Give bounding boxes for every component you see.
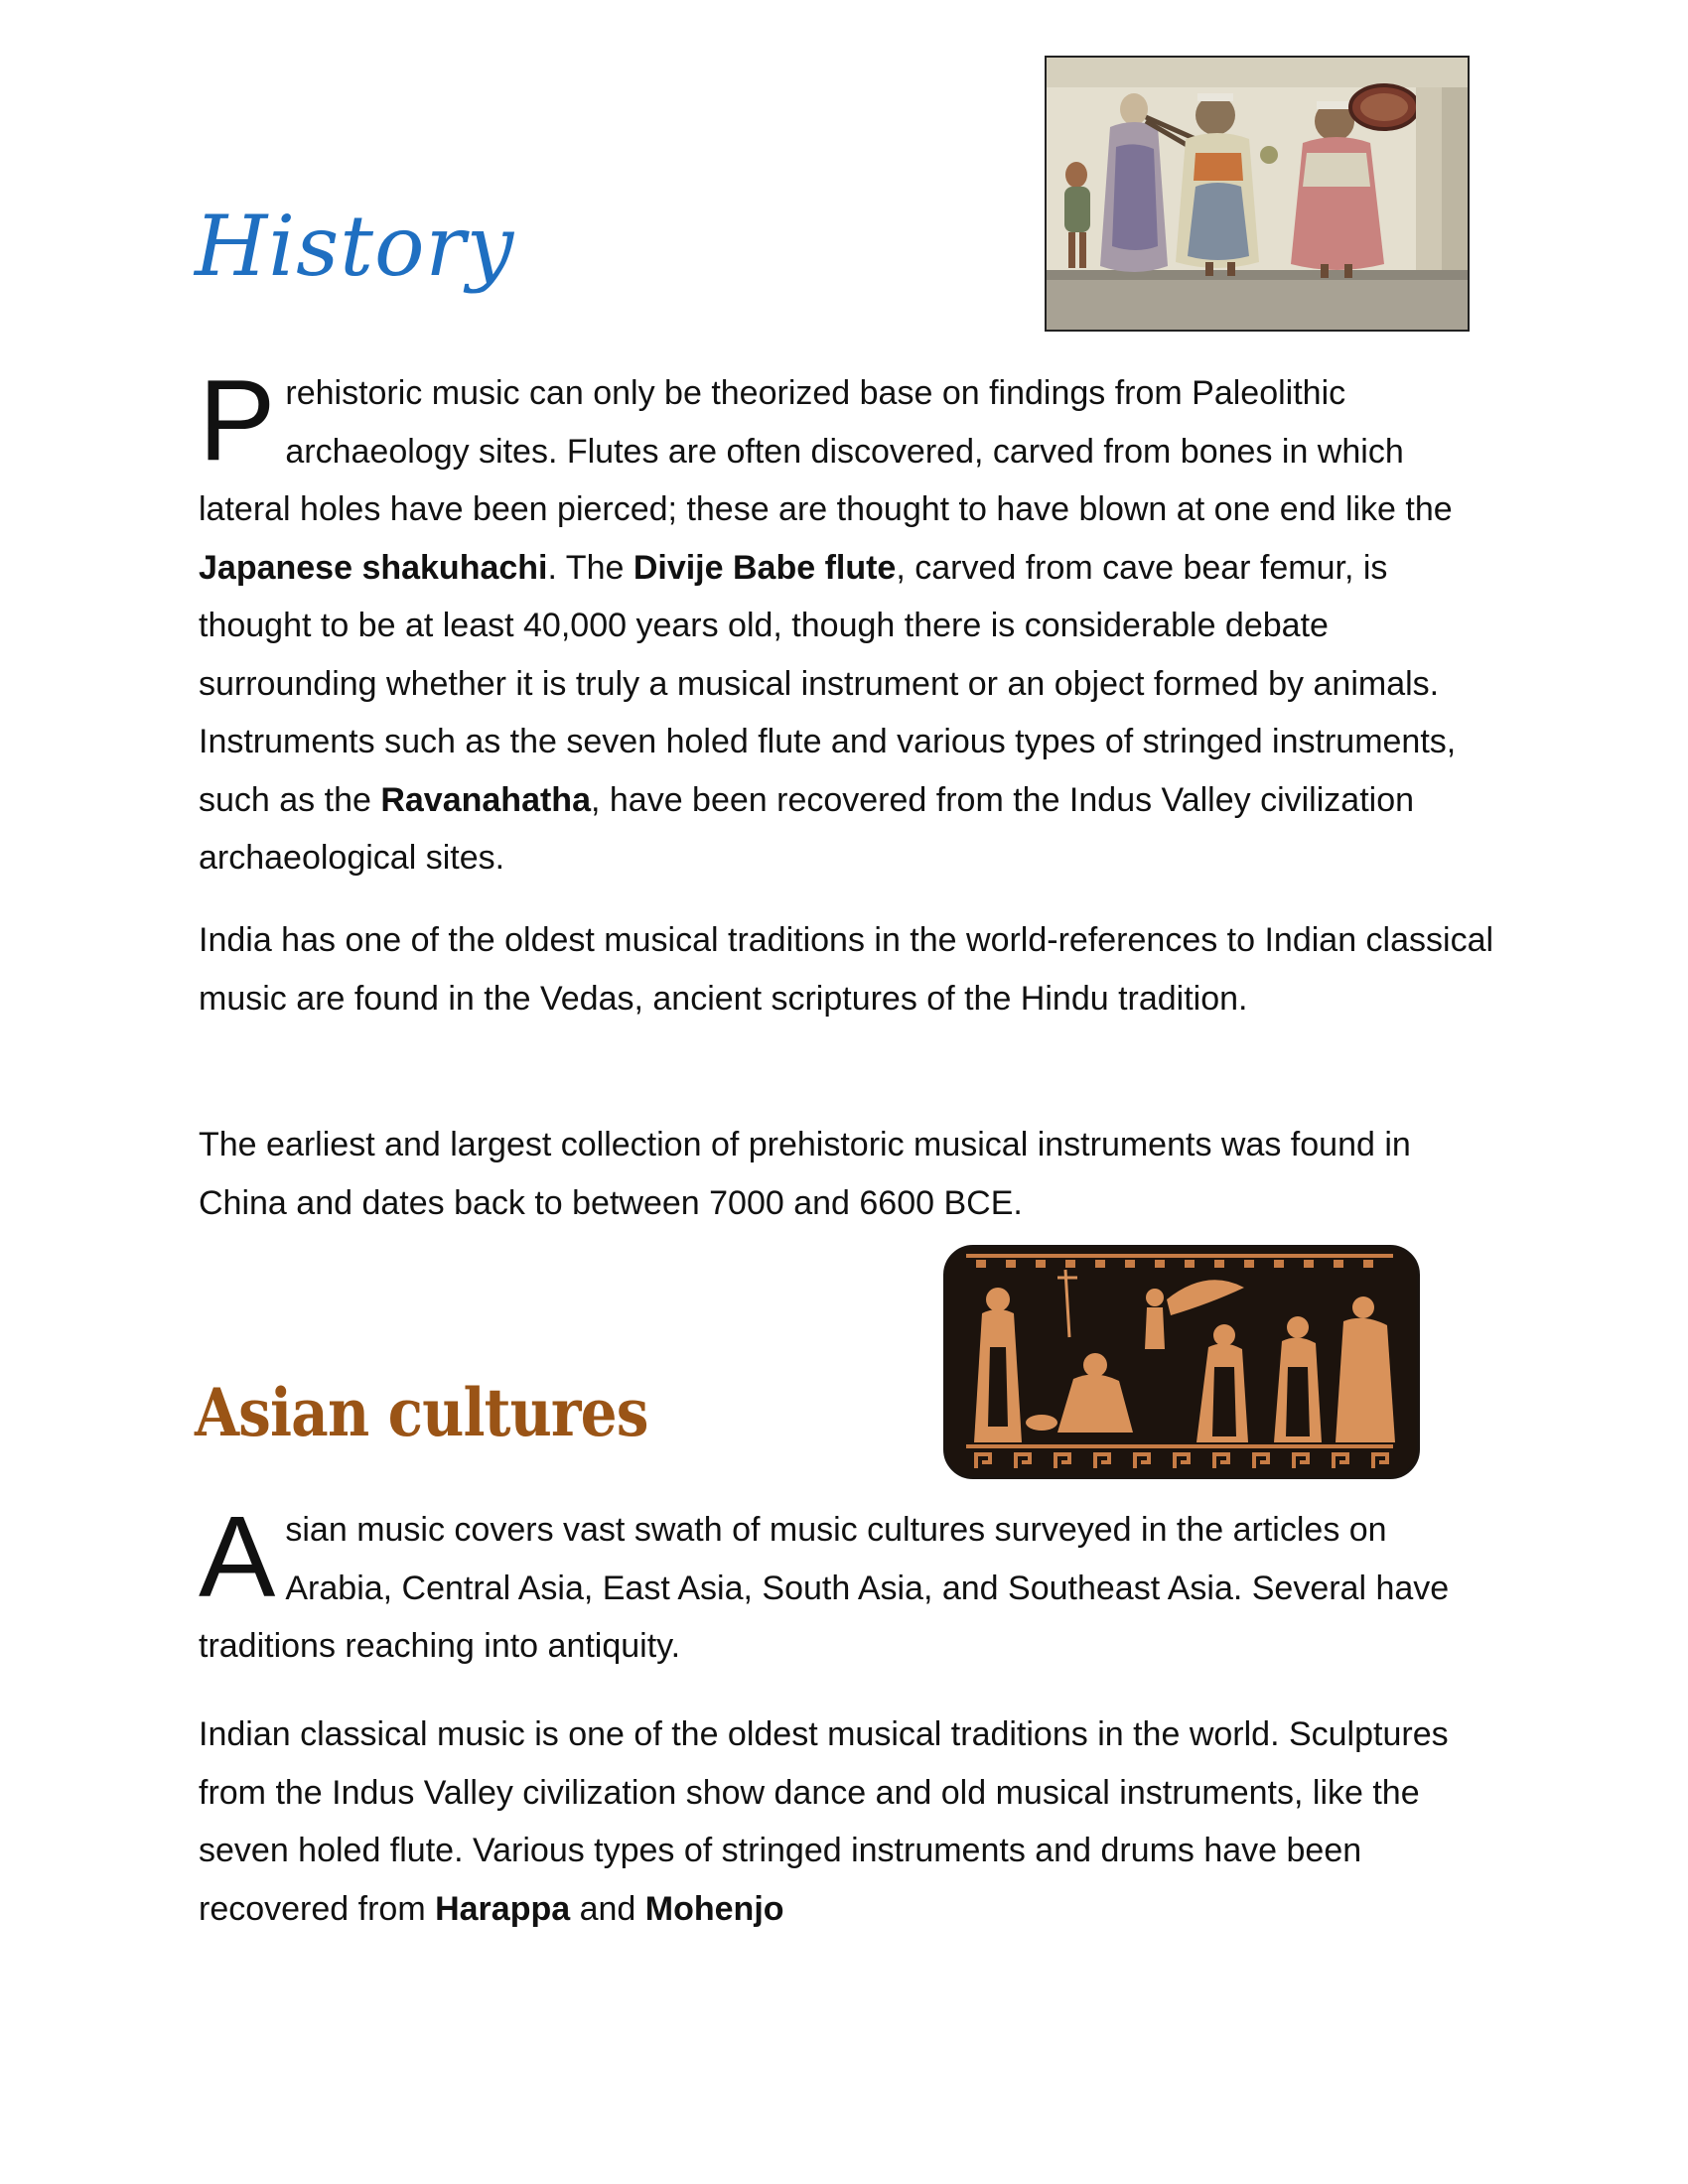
history-p1-text-4: , have been recovered from the Indus Valley civilization archaeological sites. <box>199 780 1415 877</box>
drop-cap-p: P <box>199 355 276 484</box>
ravanahatha-term: Ravanahatha <box>380 780 591 819</box>
divije-babe-flute-term: Divije Babe flute <box>633 548 897 587</box>
harappa-term: Harappa <box>435 1889 571 1928</box>
asian-paragraph-1 <box>199 1492 1499 1676</box>
history-p1-text-1: rehistoric music can only be theorized base on findings from Paleolithic archaeology sites. Flutes are often discovered, carved from bones in which lateral holes have been pierced; these are thought to have blown at one end like the <box>199 374 1453 528</box>
history-paragraph-2: India has one of the oldest musical traditions in the world-references to Indian classical music are found in the Vedas, ancient scriptures of the Hindu tradition. <box>199 921 1494 1018</box>
musicians-fresco-image <box>1045 56 1470 332</box>
asian-p1-text: sian music covers vast swath of music cultures surveyed in the articles on Arabia, Central Asia, East Asia, South Asia, and Southeast Asia. Several have traditions reaching into antiquity. <box>199 1511 1450 1665</box>
asian-cultures-heading: Asian cultures <box>195 1374 648 1451</box>
history-heading: History <box>195 198 515 295</box>
history-paragraph-3: The earliest and largest collection of prehistoric musical instruments was found in China and dates back to between 7000 and 6600 BCE. <box>199 1126 1411 1222</box>
history-p1-text-2: . The <box>547 548 633 587</box>
greek-vase-painting-image <box>943 1245 1420 1479</box>
drop-cap-a: A <box>199 1492 276 1621</box>
asian-p2-text-1: Indian classical music is one of the oldest musical traditions in the world. Sculptures from the Indus Valley civilization show dance and old musical instruments, like the seven holed flute. Various types of stringed instruments and drums have been recovered from <box>199 1715 1449 1928</box>
history-p1-text-3: , carved from cave bear femur, is thought to be at least 40,000 years old, though there is considerable debate surrounding whether it is truly a musical instrument or an object formed by animals. Instruments such as the seven holed flute and various types of stringed instruments, such as the <box>199 548 1457 819</box>
japanese-shakuhachi-term: Japanese shakuhachi <box>199 548 548 587</box>
asian-p2-text-2: and <box>570 1889 645 1928</box>
mohenjo-term: Mohenjo <box>644 1889 784 1928</box>
asian-paragraph-2 <box>199 1706 1499 1938</box>
history-paragraph-1 <box>199 355 1499 887</box>
